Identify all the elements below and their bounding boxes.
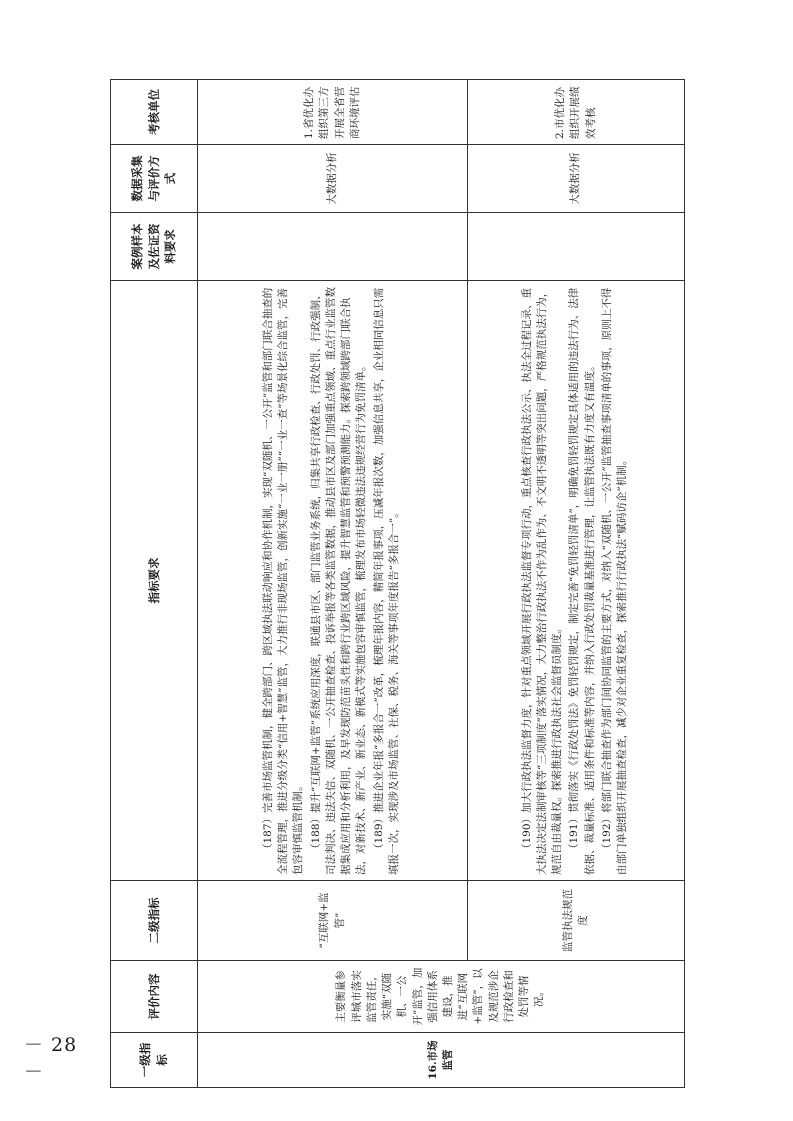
level2-name: 监管执法规范度: [561, 889, 589, 952]
unit-cell: [198, 80, 468, 145]
requirement-item: （191）贯彻落实《行政处罚法》免罚轻罚规定，制定完善“免罚轻罚清单”，明确免罚轻罚规定具体适用的违法行为、法律依据、裁量标准、适用条件和标准等内容，并纳入行政处罚裁量基准进行管理，让监管执法既有力度又有温度。: [568, 287, 596, 875]
collection-method: 大数据分析: [325, 152, 338, 205]
page-number: － 28 －: [24, 1034, 78, 1083]
table-row: [468, 80, 685, 1088]
evaluation-content-cell: [198, 961, 685, 1033]
table-row: [198, 80, 468, 1088]
requirements-cell: [198, 281, 468, 881]
collection-method: 大数据分析: [569, 152, 582, 205]
header-requirements: 指标要求: [111, 281, 198, 881]
level1-cell: [198, 1033, 685, 1088]
requirement-item: （192）将部门联合抽查作为部门间协同监管的主要方式，对纳入“双随机、一公开”监管抽查事项清单的事项，原则上不得由部门单独组织开展抽查检查，减少对企业重复检查，探索推行行政执法“赋码访企”机制。: [600, 287, 629, 875]
assessment-unit: 2.市优化办组织开展绩效考核: [554, 86, 597, 139]
requirement-item: （188）提升“互联网+监管”系统应用深度，联通县市区、部门监管业务系统，归集共享行政检查、行政处罚、行政强制、司法判决、违法失信、双随机、一公开抽查检查、投诉举报等各类监管数据，推动县市区及部门加强重点领域、重点行业监管数据集成应用和分析利用，及早发现防范苗头性和跨行业跨区域风险，提升智慧监管和预警预测能力。探索跨领域跨部门联合执法，对新技术、新产业、新业态、新模式等实施包容审慎监管，梳理发布市场轻微违法违规经营行为免罚清单。: [309, 287, 368, 875]
evaluation-content: 主要衡量参评城市落实监管责任，实施“双随机、一公开”监管，加强信用体系建设，推进“互联网+监管”，以及规范涉企行政检查和处罚等情况。: [335, 967, 546, 1026]
assessment-unit: 1.省优化办组织第三方开展全省营商环境评估: [303, 86, 361, 139]
requirement-item: （190）加大行政执法监督力度，针对重点领域开展行政执法监督专项行动，重点核查行政执法公示、执法全过程记录、重大执法决定法制审核等“三项制度”落实情况，大力整治行政执法不作为乱作为、不文明不透明等突出问题，严格规范执法行为，规范自由裁量权。探索推进行政执法社会监督员制度。: [520, 286, 564, 875]
level1-name: 16.市场监管: [426, 1040, 454, 1080]
table-header-row: [111, 80, 198, 1088]
header-level2: 二级指标: [111, 881, 198, 961]
indicator-table: [110, 79, 685, 1088]
level2-name: “互联网+监管”: [318, 892, 346, 949]
header-collection: 数据采集与评价方式: [111, 145, 198, 213]
rotated-table-container: [110, 80, 685, 1088]
unit-cell: [468, 80, 685, 145]
level2-cell: [468, 881, 685, 961]
level2-cell: [198, 881, 468, 961]
header-level1: 一级指标: [111, 1033, 198, 1088]
header-unit: 考核单位: [111, 80, 198, 145]
collection-cell: [198, 145, 468, 213]
requirements-cell: [468, 281, 685, 881]
header-samples: 案例样本及佐证资料要求: [111, 213, 198, 281]
requirement-item: （189）推进企业年报“多报合一”改革，梳理年报内容，精简年报事项，压减年报次数，加强信息共享，企业相同信息只需填报一次，实现涉及市场监管、社保、税务、海关等事项年度报告“多报合一”。: [372, 287, 400, 875]
collection-cell: [468, 145, 685, 213]
header-content: 评价内容: [111, 961, 198, 1033]
samples-cell: [468, 213, 685, 281]
requirement-item: （187）完善市场监管机制，健全跨部门、跨区域执法联动响应和协作机制，实现“双随机、一公开”监管和部门联合抽查的全流程管理，推进分级分类“信用+智慧”监管，大力推行非现场监管，创新实施“一业一册”“一业一查”等场景化综合监管，完善包容审慎监管机制。: [262, 287, 305, 875]
samples-cell: [198, 213, 468, 281]
